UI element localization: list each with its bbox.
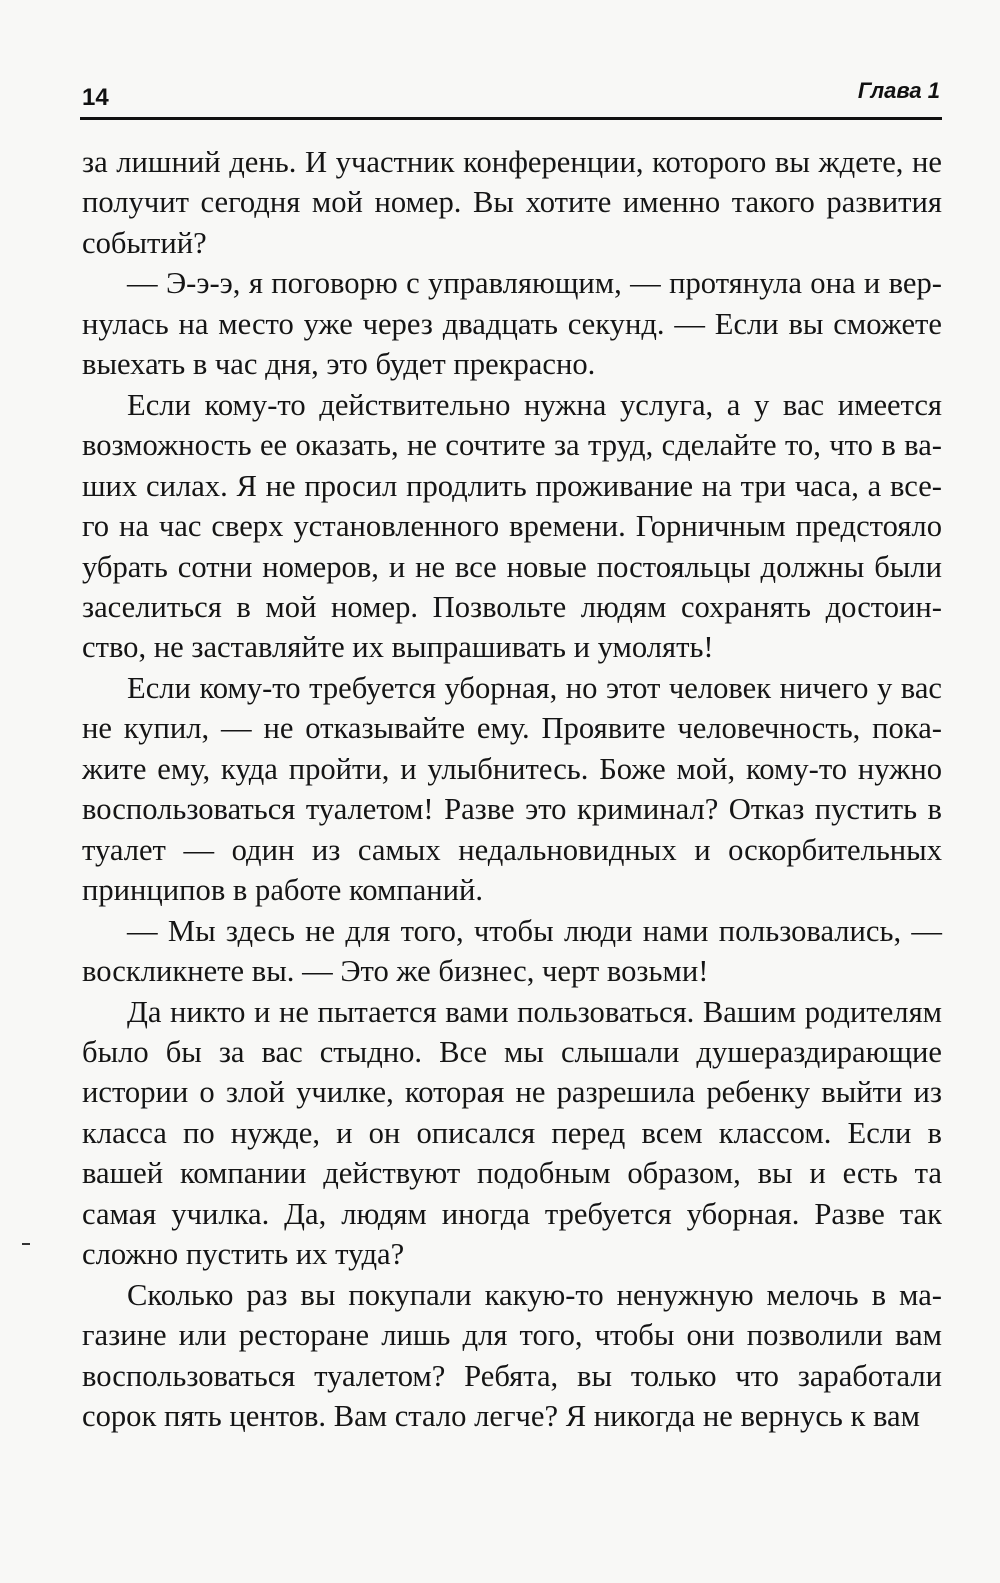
header-rule [80,117,942,120]
paragraph-continuation: за лишний день. И участник конференции, которого вы ждете, не получит сегодня мой номер. Вы хотите именно такого развития событий? [82,145,942,260]
body-text [82,142,942,1437]
scan-artifact [22,1243,30,1245]
page-header [80,76,940,116]
paragraph-dialogue-2: — Мы здесь не для того, чтобы люди нами пользовались, — воскликнете вы. — Это же бизнес, черт возьми! [82,913,942,989]
paragraph-dialogue-1: — Э-э-э, я поговорю с управляющим, — протянула она и вернулась на место уже через двадцать секунд. — Если вы сможете выехать в час дня, это будет прекрасно. [82,266,942,382]
page-number: 14 [82,84,109,111]
paragraph-1: Если кому-то действительно нужна услуга, а у вас имеется возможность ее оказать, не сочтите за труд, сделайте то, что в ваших силах. Я не просил продлить проживание на три часа, а всего на час сверх установленного времени. Горничным предстояло убрать сотни номеров, и не все новые постояльцы должны были заселиться в мой номер. Позвольте людям сохранять достоинство, не заставляйте их выпрашивать и умолять! [82,387,942,665]
paragraph-2: Если кому-то требуется уборная, но этот человек ничего у вас не купил, — не отказывайте ему. Проявите человечность, покажите ему, куда пройти, и улыбнитесь. Боже мой, кому-то нужно воспользоваться туалетом! Разве это криминал? Отказ пустить в туалет — один из самых недальновидных и оскорбительных принципов в работе компаний. [82,670,942,908]
paragraph-4: Сколько раз вы покупали какую-то ненужную мелочь в магазине или ресторане лишь для того, чтобы они позволили вам воспользоваться туалетом? Ребята, вы только что заработали сорок пять центов. Вам стало легче? Я никогда не вернусь к вам [82,1277,942,1434]
running-head: Глава 1 [857,78,940,103]
paragraph-3: Да никто и не пытается вами пользоваться. Вашим родителям было бы за вас стыдно. Все мы слышали душераздирающие истории о злой училке, которая не разрешила ребенку выйти из класса по нужде, и он описался перед всем классом. Если в вашей компании действуют подобным образом, вы и есть та самая училка. Да, людям иногда требуется уборная. Разве так сложно пустить их туда? [82,994,942,1272]
